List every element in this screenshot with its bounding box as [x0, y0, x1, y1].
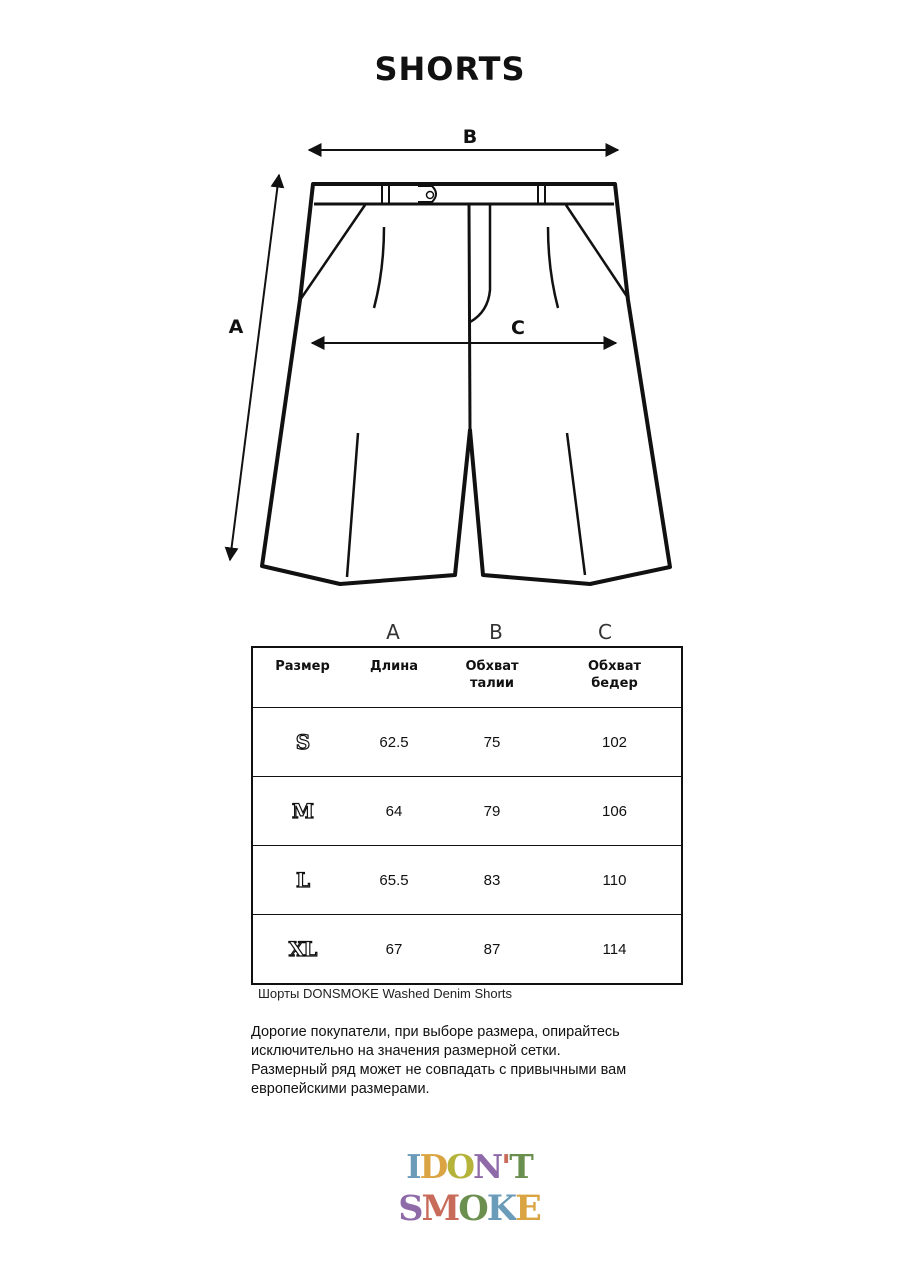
logo-letter: K: [486, 1188, 516, 1229]
size-cell: S: [252, 708, 352, 777]
length-cell: 62.5: [352, 708, 436, 777]
table-row: [252, 777, 682, 846]
logo-letter: M: [421, 1188, 459, 1229]
logo-line-2: [398, 1188, 540, 1229]
column-letter-c: C: [598, 620, 612, 644]
belt-loop-right: [538, 185, 545, 204]
length-cell: 65.5: [352, 846, 436, 915]
logo-letter: O: [458, 1188, 487, 1229]
center-seam: [469, 205, 470, 430]
table-row: [252, 915, 682, 985]
hips-cell: 110: [548, 846, 682, 915]
logo-letter: ': [501, 1147, 510, 1186]
belt-loop-left: [382, 185, 389, 204]
size-cell: XL: [288, 937, 317, 961]
hips-cell: 114: [602, 940, 627, 958]
label-c: C: [511, 317, 525, 339]
size-cell: L: [252, 846, 352, 915]
size-cell: M: [252, 777, 352, 846]
waist-cell: 79: [436, 777, 548, 846]
note-line: Дорогие покупатели, при выборе размера, опирайтесь: [251, 1024, 620, 1040]
size-table: [251, 646, 683, 985]
fly-stitch: [470, 205, 490, 322]
header-waist: Обхват талии: [436, 647, 548, 708]
logo-letter: E: [515, 1188, 540, 1229]
page-title: SHORTS: [374, 50, 526, 88]
crease-right: [567, 433, 585, 575]
note-line: европейскими размерами.: [251, 1081, 430, 1097]
waist-cell: 83: [436, 846, 548, 915]
column-letter-a: A: [386, 620, 400, 644]
label-a: A: [228, 316, 244, 338]
pleat-left: [374, 227, 384, 308]
table-row: [252, 846, 682, 915]
waist-cell: 87: [483, 940, 501, 958]
product-caption: Шорты DONSMOKE Washed Denim Shorts: [258, 986, 513, 1001]
logo-letter: I: [406, 1147, 420, 1186]
pleat-right: [548, 227, 558, 308]
header-length: Длина: [352, 647, 436, 708]
column-letter-b: B: [489, 620, 503, 644]
note-line: исключительно на значения размерной сетки.: [251, 1043, 561, 1059]
brand-logo: [398, 1142, 540, 1229]
crease-left: [347, 433, 358, 577]
button-icon: [427, 192, 434, 199]
shorts-diagram: [0, 0, 900, 610]
logo-letter: N: [472, 1147, 502, 1186]
table-row: [252, 708, 682, 777]
hips-cell: 106: [548, 777, 682, 846]
length-cell: 64: [352, 777, 436, 846]
header-hips: Обхват бедер: [548, 647, 682, 708]
table-header-row: [252, 647, 682, 708]
logo-letter: O: [446, 1147, 473, 1186]
waist-cell: 75: [436, 708, 548, 777]
size-note: [251, 1023, 671, 1099]
note-line: Размерный ряд может не совпадать с привычными вам: [251, 1062, 627, 1078]
length-cell: 67: [385, 940, 403, 958]
header-size: Размер: [252, 647, 352, 708]
logo-letter: D: [419, 1147, 447, 1186]
shorts-outline: [262, 184, 670, 584]
hips-cell: 102: [548, 708, 682, 777]
logo-letter: T: [509, 1147, 532, 1186]
logo-letter: S: [398, 1188, 422, 1229]
logo-line-1: [406, 1147, 534, 1186]
label-b: B: [462, 126, 478, 148]
